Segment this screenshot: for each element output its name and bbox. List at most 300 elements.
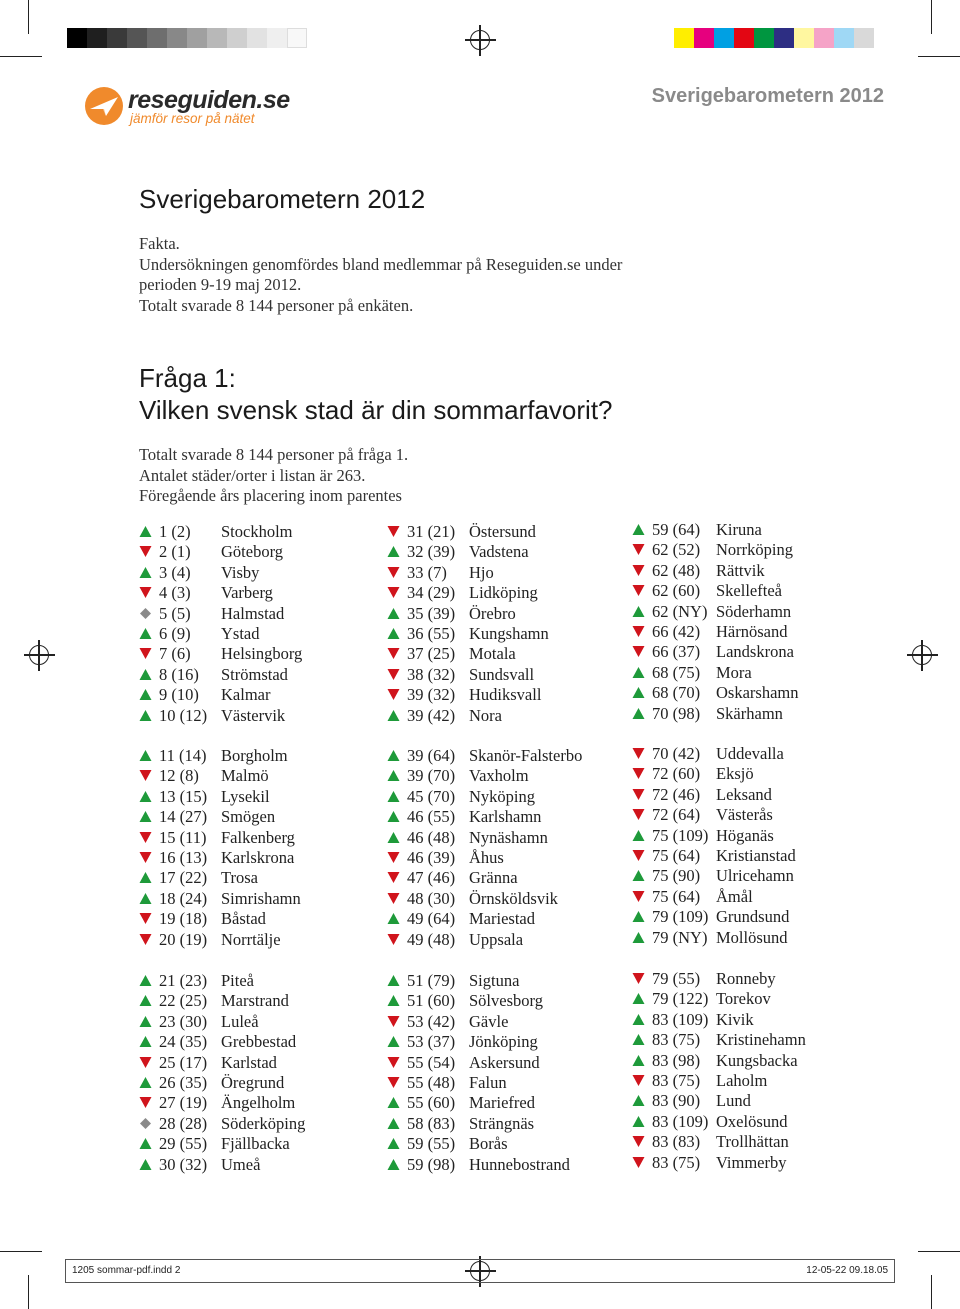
ranking-entry	[632, 1051, 847, 1071]
ranking-entry	[632, 1010, 847, 1030]
ranking-entry	[139, 563, 354, 583]
ranking-entry	[139, 624, 354, 644]
ranking-entry	[387, 971, 602, 991]
triangle-up-icon	[632, 931, 645, 944]
color-swatch	[207, 28, 227, 48]
ranking-city: Falkenberg	[221, 827, 295, 847]
ranking-position: 46 (55)	[407, 807, 456, 827]
header-title: Sverigebarometern 2012	[651, 85, 884, 107]
ranking-city: Båstad	[221, 909, 266, 929]
triangle-down-icon	[387, 525, 400, 538]
ranking-city: Hudiksvall	[469, 685, 542, 705]
ranking-position: 27 (19)	[159, 1093, 208, 1113]
triangle-up-icon	[139, 688, 152, 701]
triangle-up-icon	[387, 627, 400, 640]
ranking-city: Smögen	[221, 807, 276, 827]
ranking-city: Ystad	[221, 624, 260, 643]
triangle-down-icon	[632, 645, 645, 658]
ranking-position: 29 (55)	[159, 1134, 208, 1154]
triangle-down-icon	[139, 1056, 152, 1069]
ranking-position: 20 (19)	[159, 929, 208, 949]
ranking-entry	[632, 764, 847, 784]
ranking-position: 53 (42)	[407, 1011, 456, 1031]
ranking-position: 79 (NY)	[652, 927, 708, 947]
triangle-up-icon	[139, 749, 152, 762]
ranking-city: Kungsbacka	[716, 1050, 798, 1070]
ranking-city: Vimmerby	[716, 1152, 787, 1172]
triangle-up-icon	[139, 1035, 152, 1048]
logo-tagline: jämför resor på nätet	[130, 111, 255, 126]
ranking-city: Eksjö	[716, 764, 754, 784]
ranking-entry	[387, 563, 602, 583]
ranking-position: 62 (NY)	[652, 601, 708, 621]
color-swatch	[247, 28, 267, 48]
color-swatch	[694, 28, 714, 48]
ranking-position: 75 (109)	[652, 825, 709, 845]
triangle-down-icon	[139, 851, 152, 864]
ranking-entry	[139, 665, 354, 685]
registration-mark-icon	[470, 30, 490, 50]
ranking-city: Skellefteå	[716, 581, 782, 601]
ranking-city: Varberg	[221, 583, 273, 603]
ranking-position: 59 (98)	[407, 1154, 456, 1174]
triangle-up-icon	[139, 892, 152, 905]
ranking-position: 75 (64)	[652, 846, 701, 865]
ranking-entry	[632, 989, 847, 1009]
ranking-position: 66 (37)	[652, 642, 701, 662]
triangle-up-icon	[139, 790, 152, 803]
ranking-position: 10 (12)	[159, 705, 208, 725]
ranking-entry	[387, 1053, 602, 1073]
ranking-entry	[632, 561, 847, 581]
ranking-city: Rättvik	[716, 560, 765, 580]
crop-mark	[0, 1251, 42, 1252]
ranking-city: Oskarshamn	[716, 683, 799, 703]
ranking-position: 34 (29)	[407, 583, 456, 603]
ranking-position: 13 (15)	[159, 786, 208, 806]
ranking-position: 62 (48)	[652, 560, 701, 580]
ranking-city: Strömstad	[221, 664, 288, 684]
ranking-entry	[632, 581, 847, 601]
ranking-position: 8 (16)	[159, 664, 199, 684]
ranking-position: 72 (60)	[652, 764, 701, 784]
ranking-entry	[139, 1114, 354, 1134]
triangle-up-icon	[387, 912, 400, 925]
triangle-up-icon	[139, 1158, 152, 1171]
triangle-down-icon	[139, 912, 152, 925]
triangle-down-icon	[387, 1056, 400, 1069]
ranking-city: Höganäs	[716, 825, 774, 845]
triangle-up-icon	[632, 1094, 645, 1107]
triangle-down-icon	[387, 668, 400, 681]
file-name: 1205 sommar-pdf.indd 2	[72, 1265, 181, 1276]
ranking-position: 51 (79)	[407, 971, 456, 990]
ranking-position: 55 (54)	[407, 1052, 456, 1072]
triangle-down-icon	[387, 892, 400, 905]
facts-line: Fakta.	[139, 234, 180, 253]
ranking-position: 62 (60)	[652, 581, 701, 601]
ranking-position: 38 (32)	[407, 664, 456, 684]
ranking-city: Jönköping	[469, 1032, 538, 1052]
ranking-entry	[387, 1155, 602, 1175]
ranking-entry	[387, 787, 602, 807]
ranking-position: 1 (2)	[159, 522, 191, 541]
ranking-position: 17 (22)	[159, 868, 208, 888]
ranking-entry	[139, 889, 354, 909]
facts-line: Totalt svarade 8 144 personer på enkäten.	[139, 295, 414, 315]
ranking-city: Motala	[469, 644, 516, 664]
triangle-down-icon	[387, 933, 400, 946]
triangle-up-icon	[387, 1035, 400, 1048]
logo-name: reseguiden.se	[128, 86, 290, 114]
triangle-up-icon	[632, 605, 645, 618]
ranking-city: Sundsvall	[469, 664, 535, 684]
ranking-position: 16 (13)	[159, 848, 208, 867]
ranking-city: Öregrund	[221, 1073, 285, 1092]
triangle-up-icon	[632, 523, 645, 536]
ranking-position: 51 (60)	[407, 991, 456, 1011]
triangle-down-icon	[387, 1076, 400, 1089]
triangle-up-icon	[139, 871, 152, 884]
triangle-down-icon	[387, 871, 400, 884]
ranking-position: 24 (35)	[159, 1032, 208, 1052]
ranking-city: Göteborg	[221, 542, 284, 562]
triangle-down-icon	[632, 1156, 645, 1169]
triangle-up-icon	[139, 1015, 152, 1028]
triangle-down-icon	[387, 566, 400, 579]
facts-line: Undersökningen genomfördes bland medlemmar på Reseguiden.se under	[139, 254, 623, 274]
ranking-city: Trollhättan	[716, 1132, 789, 1152]
ranking-entry	[139, 1155, 354, 1175]
ranking-entry	[387, 930, 602, 950]
ranking-position: 11 (14)	[159, 746, 207, 765]
ranking-entry	[139, 909, 354, 929]
ranking-entry	[632, 1153, 847, 1173]
ranking-city: Norrköping	[716, 540, 793, 560]
ranking-entry	[632, 928, 847, 948]
ranking-position: 36 (55)	[407, 624, 456, 643]
ranking-entry	[632, 1132, 847, 1152]
ranking-city: Borgholm	[221, 746, 288, 765]
question-text: Vilken svensk stad är din sommarfavorit?	[139, 395, 613, 425]
ranking-city: Skärhamn	[716, 703, 783, 723]
ranking-city: Hjo	[469, 562, 494, 582]
ranking-position: 83 (75)	[652, 1071, 701, 1090]
ranking-position: 23 (30)	[159, 1011, 208, 1031]
ranking-city: Lidköping	[469, 583, 538, 603]
triangle-down-icon	[632, 767, 645, 780]
ranking-entry	[139, 604, 354, 624]
triangle-down-icon	[632, 747, 645, 760]
ranking-city: Uppsala	[469, 929, 524, 949]
triangle-up-icon	[387, 810, 400, 823]
ranking-position: 55 (60)	[407, 1093, 456, 1113]
ranking-city: Trosa	[221, 868, 258, 888]
ranking-position: 83 (75)	[652, 1152, 701, 1172]
ranking-city: Stockholm	[221, 522, 293, 541]
ranking-position: 68 (75)	[652, 662, 701, 682]
ranking-city: Lund	[716, 1091, 751, 1111]
ranking-city: Lysekil	[221, 786, 270, 806]
ranking-city: Mollösund	[716, 927, 788, 947]
ranking-position: 3 (4)	[159, 562, 191, 582]
triangle-down-icon	[139, 545, 152, 558]
triangle-up-icon	[139, 810, 152, 823]
triangle-down-icon	[139, 831, 152, 844]
ranking-entry	[139, 787, 354, 807]
ranking-position: 39 (64)	[407, 746, 456, 765]
triangle-up-icon	[387, 607, 400, 620]
triangle-up-icon	[139, 525, 152, 538]
triangle-down-icon	[387, 851, 400, 864]
ranking-entry	[632, 846, 847, 866]
color-swatch	[754, 28, 774, 48]
ranking-position: 19 (18)	[159, 909, 208, 929]
ranking-entry	[632, 540, 847, 560]
triangle-up-icon	[387, 974, 400, 987]
color-swatch	[854, 28, 874, 48]
ranking-entry	[632, 805, 847, 825]
ranking-entry	[139, 930, 354, 950]
ranking-city: Grundsund	[716, 907, 790, 927]
page-title: Sverigebarometern 2012	[139, 184, 426, 214]
ranking-entry	[387, 828, 602, 848]
triangle-up-icon	[139, 994, 152, 1007]
ranking-position: 5 (5)	[159, 603, 191, 623]
ranking-city: Norrtälje	[221, 929, 281, 949]
ranking-city: Umeå	[221, 1154, 261, 1174]
triangle-up-icon	[139, 627, 152, 640]
ranking-city: Kivik	[716, 1009, 754, 1029]
ranking-entry	[387, 644, 602, 664]
logo-icon	[84, 86, 124, 126]
color-swatch	[187, 28, 207, 48]
ranking-city: Västerås	[716, 805, 773, 825]
triangle-down-icon	[139, 933, 152, 946]
ranking-city: Oxelösund	[716, 1111, 788, 1131]
ranking-city: Luleå	[221, 1011, 259, 1031]
ranking-position: 12 (8)	[159, 766, 199, 786]
registration-mark-icon	[29, 645, 49, 665]
crop-mark	[931, 0, 932, 34]
crop-mark	[931, 1275, 932, 1309]
triangle-up-icon	[387, 769, 400, 782]
triangle-up-icon	[387, 1096, 400, 1109]
triangle-down-icon	[632, 788, 645, 801]
ranking-city: Askersund	[469, 1052, 540, 1072]
ranking-position: 83 (98)	[652, 1050, 701, 1070]
ranking-entry	[387, 706, 602, 726]
ranking-position: 83 (90)	[652, 1091, 701, 1111]
ranking-position: 39 (32)	[407, 685, 456, 705]
facts-block	[139, 234, 622, 316]
ranking-position: 21 (23)	[159, 971, 208, 990]
triangle-up-icon	[387, 709, 400, 722]
ranking-entry	[387, 1012, 602, 1032]
ranking-position: 2 (1)	[159, 542, 191, 562]
triangle-down-icon	[139, 1096, 152, 1109]
triangle-up-icon	[387, 790, 400, 803]
ranking-entry	[632, 887, 847, 907]
ranking-city: Åmål	[716, 886, 753, 906]
triangle-down-icon	[387, 647, 400, 660]
color-swatch	[227, 28, 247, 48]
ranking-entry	[387, 1114, 602, 1134]
ranking-position: 49 (48)	[407, 929, 456, 949]
color-swatch	[814, 28, 834, 48]
ranking-position: 75 (64)	[652, 886, 701, 906]
triangle-up-icon	[387, 831, 400, 844]
ranking-entry	[632, 744, 847, 764]
ranking-position: 68 (70)	[652, 683, 701, 703]
color-swatch	[107, 28, 127, 48]
triangle-up-icon	[139, 1076, 152, 1089]
ranking-city: Ängelholm	[221, 1093, 296, 1113]
question-info-line: Totalt svarade 8 144 personer på fråga 1.	[139, 445, 409, 464]
color-swatch	[794, 28, 814, 48]
ranking-city: Härnösand	[716, 622, 788, 641]
ranking-city: Strängnäs	[469, 1113, 535, 1133]
ranking-position: 30 (32)	[159, 1154, 208, 1174]
ranking-entry	[139, 971, 354, 991]
ranking-position: 39 (42)	[407, 705, 456, 725]
ranking-entry	[632, 622, 847, 642]
triangle-down-icon	[387, 1015, 400, 1028]
ranking-city: Kungshamn	[469, 624, 549, 643]
triangle-down-icon	[139, 647, 152, 660]
ranking-city: Vadstena	[469, 542, 529, 562]
ranking-entry	[387, 665, 602, 685]
question-number: Fråga 1:	[139, 363, 236, 393]
ranking-city: Leksand	[716, 784, 772, 804]
triangle-down-icon	[632, 972, 645, 985]
ranking-city: Kiruna	[716, 520, 762, 539]
crop-mark	[918, 1251, 960, 1252]
ranking-entry	[387, 889, 602, 909]
ranking-city: Östersund	[469, 522, 536, 541]
ranking-position: 31 (21)	[407, 522, 456, 541]
ranking-position: 59 (64)	[652, 520, 701, 539]
triangle-down-icon	[632, 1135, 645, 1148]
ranking-city: Kristinehamn	[716, 1030, 806, 1050]
ranking-entry	[632, 642, 847, 662]
triangle-up-icon	[632, 1054, 645, 1067]
triangle-up-icon	[387, 994, 400, 1007]
facts-line: perioden 9-19 maj 2012.	[139, 275, 302, 294]
ranking-city: Malmö	[221, 766, 269, 786]
triangle-up-icon	[387, 1117, 400, 1130]
ranking-entry	[139, 1093, 354, 1113]
ranking-position: 35 (39)	[407, 603, 456, 623]
ranking-city: Helsingborg	[221, 644, 303, 664]
ranking-city: Piteå	[221, 971, 254, 990]
ranking-entry	[139, 746, 354, 766]
ranking-entry	[387, 583, 602, 603]
color-swatch	[267, 28, 287, 48]
ranking-city: Karlshamn	[469, 807, 542, 827]
ranking-entry	[387, 807, 602, 827]
color-swatch	[127, 28, 147, 48]
ranking-city: Ulricehamn	[716, 866, 794, 886]
ranking-position: 47 (46)	[407, 868, 456, 888]
color-swatch	[67, 28, 87, 48]
ranking-city: Nora	[469, 705, 502, 725]
ranking-position: 45 (70)	[407, 786, 456, 806]
triangle-up-icon	[632, 829, 645, 842]
ranking-entry	[139, 766, 354, 786]
ranking-position: 55 (48)	[407, 1073, 456, 1092]
ranking-position: 83 (75)	[652, 1030, 701, 1050]
ranking-city: Skanör-Falsterbo	[469, 746, 583, 765]
triangle-down-icon	[139, 586, 152, 599]
ranking-position: 46 (39)	[407, 848, 456, 867]
ranking-entry	[387, 1073, 602, 1093]
ranking-position: 15 (11)	[159, 827, 207, 847]
color-swatch	[834, 28, 854, 48]
diamond-icon	[139, 607, 152, 620]
ranking-entry	[139, 868, 354, 888]
ranking-position: 9 (10)	[159, 685, 199, 705]
ranking-city: Örebro	[469, 603, 516, 623]
ranking-entry	[632, 1091, 847, 1111]
ranking-position: 39 (70)	[407, 766, 456, 786]
triangle-up-icon	[632, 869, 645, 882]
triangle-down-icon	[632, 564, 645, 577]
ranking-city: Uddevalla	[716, 744, 784, 763]
ranking-city: Örnsköldsvik	[469, 888, 558, 908]
ranking-position: 4 (3)	[159, 583, 191, 603]
ranking-entry	[387, 1032, 602, 1052]
ranking-entry	[632, 520, 847, 540]
ranking-city: Ronneby	[716, 969, 776, 988]
ranking-city: Kristianstad	[716, 846, 796, 865]
ranking-entry	[632, 1030, 847, 1050]
ranking-entry	[387, 909, 602, 929]
ranking-entry	[632, 1112, 847, 1132]
color-swatch	[674, 28, 694, 48]
triangle-down-icon	[632, 543, 645, 556]
ranking-position: 66 (42)	[652, 622, 701, 641]
ranking-city: Mariefred	[469, 1093, 535, 1113]
triangle-down-icon	[632, 584, 645, 597]
triangle-up-icon	[139, 974, 152, 987]
ranking-entry	[387, 604, 602, 624]
ranking-position: 75 (90)	[652, 866, 701, 886]
ranking-city: Gävle	[469, 1011, 509, 1031]
ranking-entry	[632, 663, 847, 683]
ranking-city: Marstrand	[221, 991, 289, 1011]
ranking-city: Gränna	[469, 868, 518, 888]
ranking-entry	[632, 907, 847, 927]
triangle-up-icon	[139, 566, 152, 579]
ranking-entry	[632, 683, 847, 703]
question-heading	[139, 362, 613, 426]
triangle-up-icon	[632, 1115, 645, 1128]
triangle-down-icon	[632, 625, 645, 638]
ranking-city: Laholm	[716, 1071, 768, 1090]
triangle-up-icon	[632, 707, 645, 720]
color-swatch	[167, 28, 187, 48]
ranking-entry	[632, 1071, 847, 1091]
ranking-entry	[139, 828, 354, 848]
ranking-position: 79 (109)	[652, 907, 709, 927]
ranking-entry	[139, 583, 354, 603]
ranking-city: Halmstad	[221, 603, 285, 623]
ranking-city: Mariestad	[469, 909, 535, 929]
ranking-entry	[139, 522, 354, 542]
triangle-up-icon	[139, 668, 152, 681]
color-swatch	[734, 28, 754, 48]
